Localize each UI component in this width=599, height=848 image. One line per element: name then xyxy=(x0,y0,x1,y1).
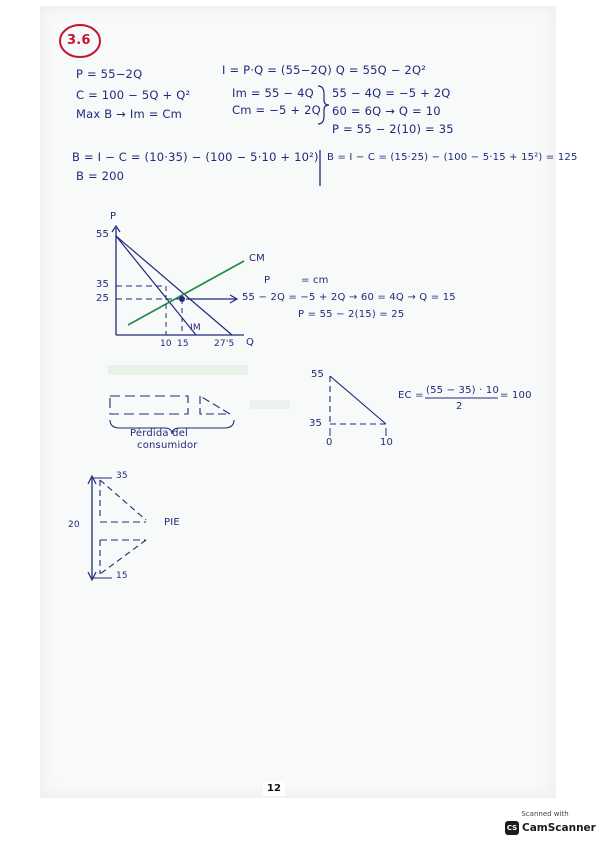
graph-note-line2: P = 55 − 2(15) = 25 xyxy=(298,309,405,320)
x-tick-15: 15 xyxy=(177,339,189,349)
solve-step-3: P = 55 − 2(10) = 35 xyxy=(332,122,454,136)
pie-diagram xyxy=(88,476,146,580)
ec-result: = 100 xyxy=(500,390,532,401)
note-header-p: P xyxy=(264,275,271,286)
x-tick-10: 10 xyxy=(160,339,172,349)
pie-label: PIE xyxy=(164,517,180,528)
pie-tri1-hyp xyxy=(100,480,146,520)
solve-step-2: 60 = 6Q → Q = 10 xyxy=(332,104,441,118)
ec-tri-mid: 35 xyxy=(309,418,323,429)
pie-left-label: 20 xyxy=(68,520,80,530)
loss-rectangle xyxy=(110,396,188,414)
mc-label: CM xyxy=(249,253,266,264)
ec-lhs: EC = xyxy=(398,390,424,401)
graph-note-line1: 55 − 2Q = −5 + 2Q → 60 = 4Q → Q = 15 xyxy=(242,292,456,303)
ec-tri-x1: 10 xyxy=(380,437,394,448)
bleed-through-2 xyxy=(250,400,290,409)
camscanner-name: CamScanner xyxy=(522,822,596,834)
ec-hyp xyxy=(330,376,386,424)
profit-alt-calc: B = I − C = (15·25) − (100 − 5·15 + 15²) = 125 xyxy=(327,152,578,163)
y-tick-55: 55 xyxy=(96,229,110,240)
loss-triangle xyxy=(200,396,230,414)
q-axis-label: Q xyxy=(246,337,255,348)
ec-tri-x0: 0 xyxy=(326,437,333,448)
revenue-equation: I = P·Q = (55−2Q) Q = 55Q − 2Q² xyxy=(222,63,427,77)
marginal-cost: Cm = −5 + 2Q xyxy=(232,103,321,117)
demand-equation: P = 55−2Q xyxy=(76,67,143,81)
bleed-through-1 xyxy=(108,365,248,375)
x-tick-27-5: 27'5 xyxy=(214,339,235,349)
scanned-with-text: Scanned with xyxy=(521,810,569,818)
mr-label: IM xyxy=(190,323,201,333)
cost-equation: C = 100 − 5Q + Q² xyxy=(76,88,191,102)
y-tick-25: 25 xyxy=(96,293,110,304)
pie-top-label: 35 xyxy=(116,471,128,481)
y-tick-35: 35 xyxy=(96,279,110,290)
demand-line xyxy=(116,236,232,335)
loss-caption-line1: Pérdida del xyxy=(130,428,189,439)
profit-calc: B = I − C = (10·35) − (100 − 5·10 + 10²) xyxy=(72,150,319,164)
max-rule: Max B → Im = Cm xyxy=(76,107,183,121)
pie-tri2-hyp xyxy=(100,540,146,574)
solve-step-1: 55 − 4Q = −5 + 2Q xyxy=(332,86,451,100)
ec-denominator: 2 xyxy=(456,401,463,412)
loss-caption-line2: consumidor xyxy=(137,440,198,451)
camscanner-badge xyxy=(503,810,596,840)
pie-bottom-label: 15 xyxy=(116,571,128,581)
ec-numerator: (55 − 35) · 10 xyxy=(426,385,500,396)
ec-tri-top: 55 xyxy=(311,369,325,380)
page-number: 12 xyxy=(263,782,285,796)
problem-number: 3.6 xyxy=(67,33,91,48)
profit-result: B = 200 xyxy=(76,169,125,183)
camscanner-logo-icon: CS xyxy=(505,821,519,835)
mc-line xyxy=(128,261,244,325)
market-graph xyxy=(112,226,244,335)
note-header-eq: = cm xyxy=(301,275,329,286)
p-axis-label: P xyxy=(110,211,117,222)
marginal-revenue: Im = 55 − 4Q xyxy=(232,86,314,100)
equilibrium-dot xyxy=(179,296,185,302)
